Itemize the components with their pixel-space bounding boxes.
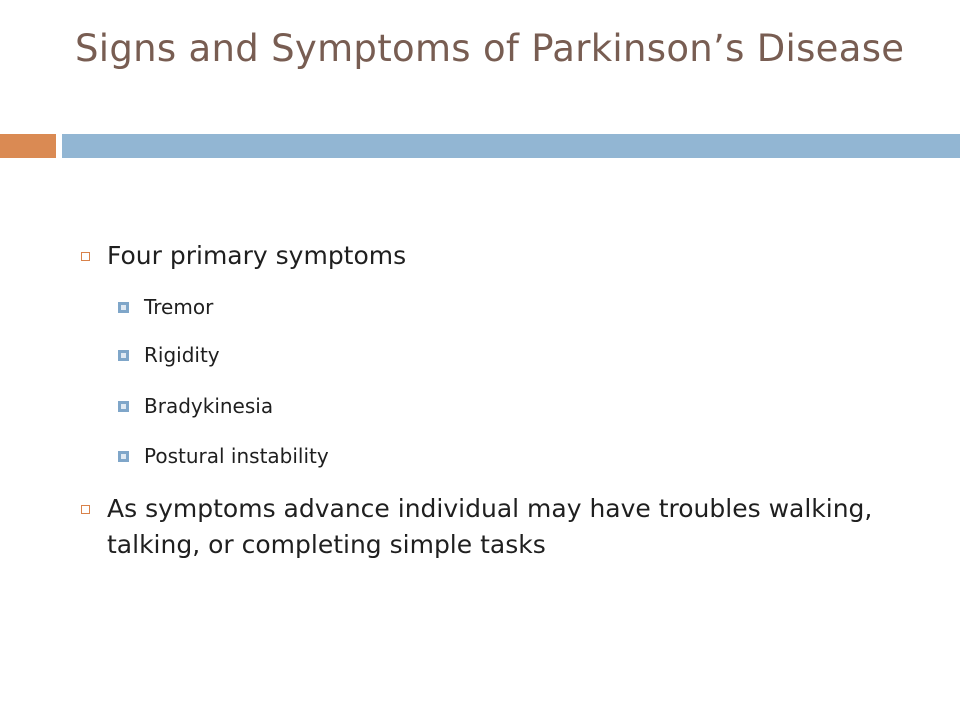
hollow-square-bullet-icon [81, 252, 90, 261]
filled-square-bullet-icon [118, 302, 129, 313]
hollow-square-bullet-icon [81, 505, 90, 514]
bullet-symptoms-advance: As symptoms advance individual may have troubles walking, talking, or completing simple tasks [107, 494, 873, 559]
filled-square-bullet-icon [118, 401, 129, 412]
filled-square-bullet-icon [118, 451, 129, 462]
sub-bullet-bradykinesia: Bradykinesia [144, 394, 274, 418]
filled-square-bullet-icon [118, 350, 129, 361]
sub-bullet-rigidity: Rigidity [144, 343, 220, 367]
sub-bullet-tremor: Tremor [144, 295, 214, 319]
bullet-four-primary-symptoms: Four primary symptoms [107, 241, 407, 270]
sub-bullet-postural-instability: Postural instability [144, 444, 329, 468]
slide-title: Signs and Symptoms of Parkinson’s Disease [75, 27, 905, 70]
